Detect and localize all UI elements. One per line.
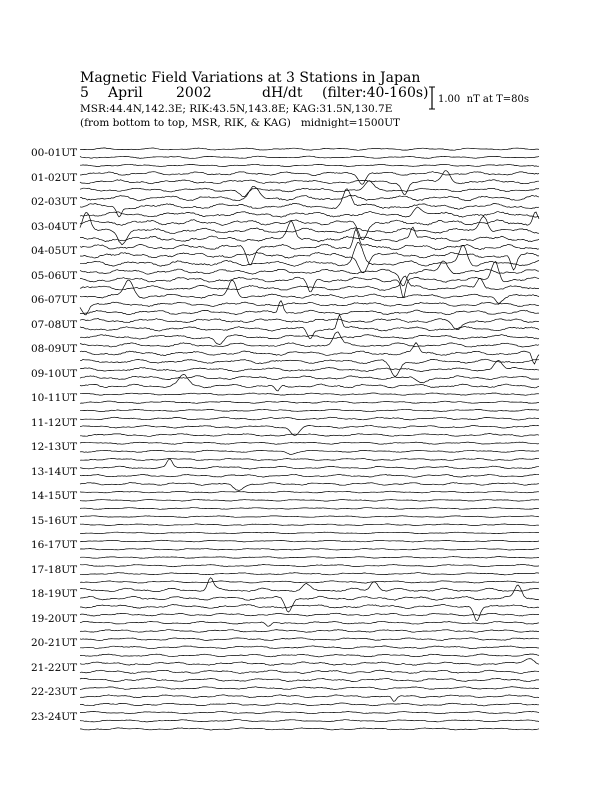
trace-rik xyxy=(80,500,539,502)
hour-label: 12-13UT xyxy=(31,441,78,454)
trace-msr xyxy=(80,301,539,315)
trace-rik xyxy=(80,401,539,403)
trace-msr xyxy=(80,630,539,633)
station-coordinates: MSR:44.4N,142.3E; RIK:43.5N,143.8E; KAG:31.5N,130.7E xyxy=(80,103,393,115)
trace-msr xyxy=(80,221,539,242)
trace-rik xyxy=(80,474,539,477)
hour-label: 08-09UT xyxy=(31,343,78,356)
trace-rik xyxy=(80,262,539,297)
trace-rik xyxy=(80,450,539,454)
trace-msr xyxy=(80,678,539,682)
trace-msr xyxy=(80,458,539,460)
quantity-label: dH/dt xyxy=(262,85,303,101)
trace-rik xyxy=(80,646,539,649)
trace-kag xyxy=(80,459,539,469)
trace-msr xyxy=(80,409,539,411)
hour-label: 09-10UT xyxy=(31,367,78,380)
trace-kag xyxy=(80,393,539,395)
trace-rik xyxy=(80,720,539,722)
trace-msr xyxy=(80,581,539,583)
trace-rik xyxy=(80,524,539,526)
trace-msr xyxy=(80,483,539,491)
trace-kag xyxy=(80,442,539,444)
date-year: 2002 xyxy=(176,85,212,101)
hour-label: 07-08UT xyxy=(31,318,78,331)
trace-kag xyxy=(80,417,539,420)
trace-msr xyxy=(80,557,539,559)
trace-rik xyxy=(80,585,539,612)
hour-label: 23-24UT xyxy=(31,710,78,723)
hour-label: 21-22UT xyxy=(31,661,78,674)
trace-kag xyxy=(80,659,539,666)
hour-label: 19-20UT xyxy=(31,612,78,625)
trace-rik xyxy=(80,156,539,158)
trace-kag xyxy=(80,638,539,641)
trace-kag xyxy=(80,578,539,592)
trace-msr xyxy=(80,532,539,534)
trace-kag xyxy=(80,148,539,150)
station-order-note: (from bottom to top, MSR, RIK, & KAG) midnight=1500UT xyxy=(80,117,401,129)
trace-rik xyxy=(80,315,539,339)
trace-kag xyxy=(80,613,539,616)
trace-kag xyxy=(80,687,539,690)
hour-label: 14-15UT xyxy=(31,490,78,503)
hour-label: 10-11UT xyxy=(31,392,78,405)
trace-msr xyxy=(80,703,539,706)
trace-rik xyxy=(80,549,539,551)
trace-msr xyxy=(80,654,539,657)
trace-rik xyxy=(80,302,539,315)
trace-rik xyxy=(80,621,539,626)
hour-label: 06-07UT xyxy=(31,294,78,307)
hour-label: 03-04UT xyxy=(31,220,78,233)
hour-label: 15-16UT xyxy=(31,514,78,527)
hour-label: 05-06UT xyxy=(31,269,78,282)
scale-label: 1.00 nT at T=80s xyxy=(438,94,529,105)
trace-rik xyxy=(80,573,539,575)
trace-msr xyxy=(80,434,539,437)
trace-kag xyxy=(80,711,539,713)
trace-kag xyxy=(80,564,539,566)
trace-rik xyxy=(80,695,539,702)
trace-msr xyxy=(80,207,539,217)
date-month: April xyxy=(108,85,143,101)
trace-msr xyxy=(80,605,539,621)
trace-rik xyxy=(80,670,539,673)
trace-msr xyxy=(80,728,539,730)
trace-kag xyxy=(80,212,539,240)
hour-label: 02-03UT xyxy=(31,196,78,209)
trace-msr xyxy=(80,164,539,166)
hour-label: 16-17UT xyxy=(31,539,78,552)
hour-label: 18-19UT xyxy=(31,588,78,601)
trace-msr xyxy=(80,508,539,510)
trace-kag xyxy=(80,491,539,493)
trace-msr xyxy=(80,335,539,345)
trace-rik xyxy=(80,376,539,383)
trace-kag xyxy=(80,186,539,201)
hour-label: 00-01UT xyxy=(31,147,78,160)
hour-label: 01-02UT xyxy=(31,171,78,184)
trace-kag xyxy=(80,172,539,185)
filter-label: (filter:40-160s) xyxy=(322,85,429,101)
hour-label: 04-05UT xyxy=(31,245,78,258)
hour-label: 20-21UT xyxy=(31,637,78,650)
trace-kag xyxy=(80,229,539,265)
trace-kag xyxy=(80,516,539,518)
hour-label: 17-18UT xyxy=(31,563,78,576)
hour-label: 13-14UT xyxy=(31,465,78,478)
trace-kag xyxy=(80,332,539,347)
trace-msr xyxy=(80,359,539,376)
trace-rik xyxy=(80,189,539,217)
date-day: 5 xyxy=(80,85,89,101)
hour-label: 22-23UT xyxy=(31,686,78,699)
trace-kag xyxy=(80,540,539,542)
chart-title: Magnetic Field Variations at 3 Stations in Japan xyxy=(80,70,421,86)
hour-label: 11-12UT xyxy=(31,416,78,429)
